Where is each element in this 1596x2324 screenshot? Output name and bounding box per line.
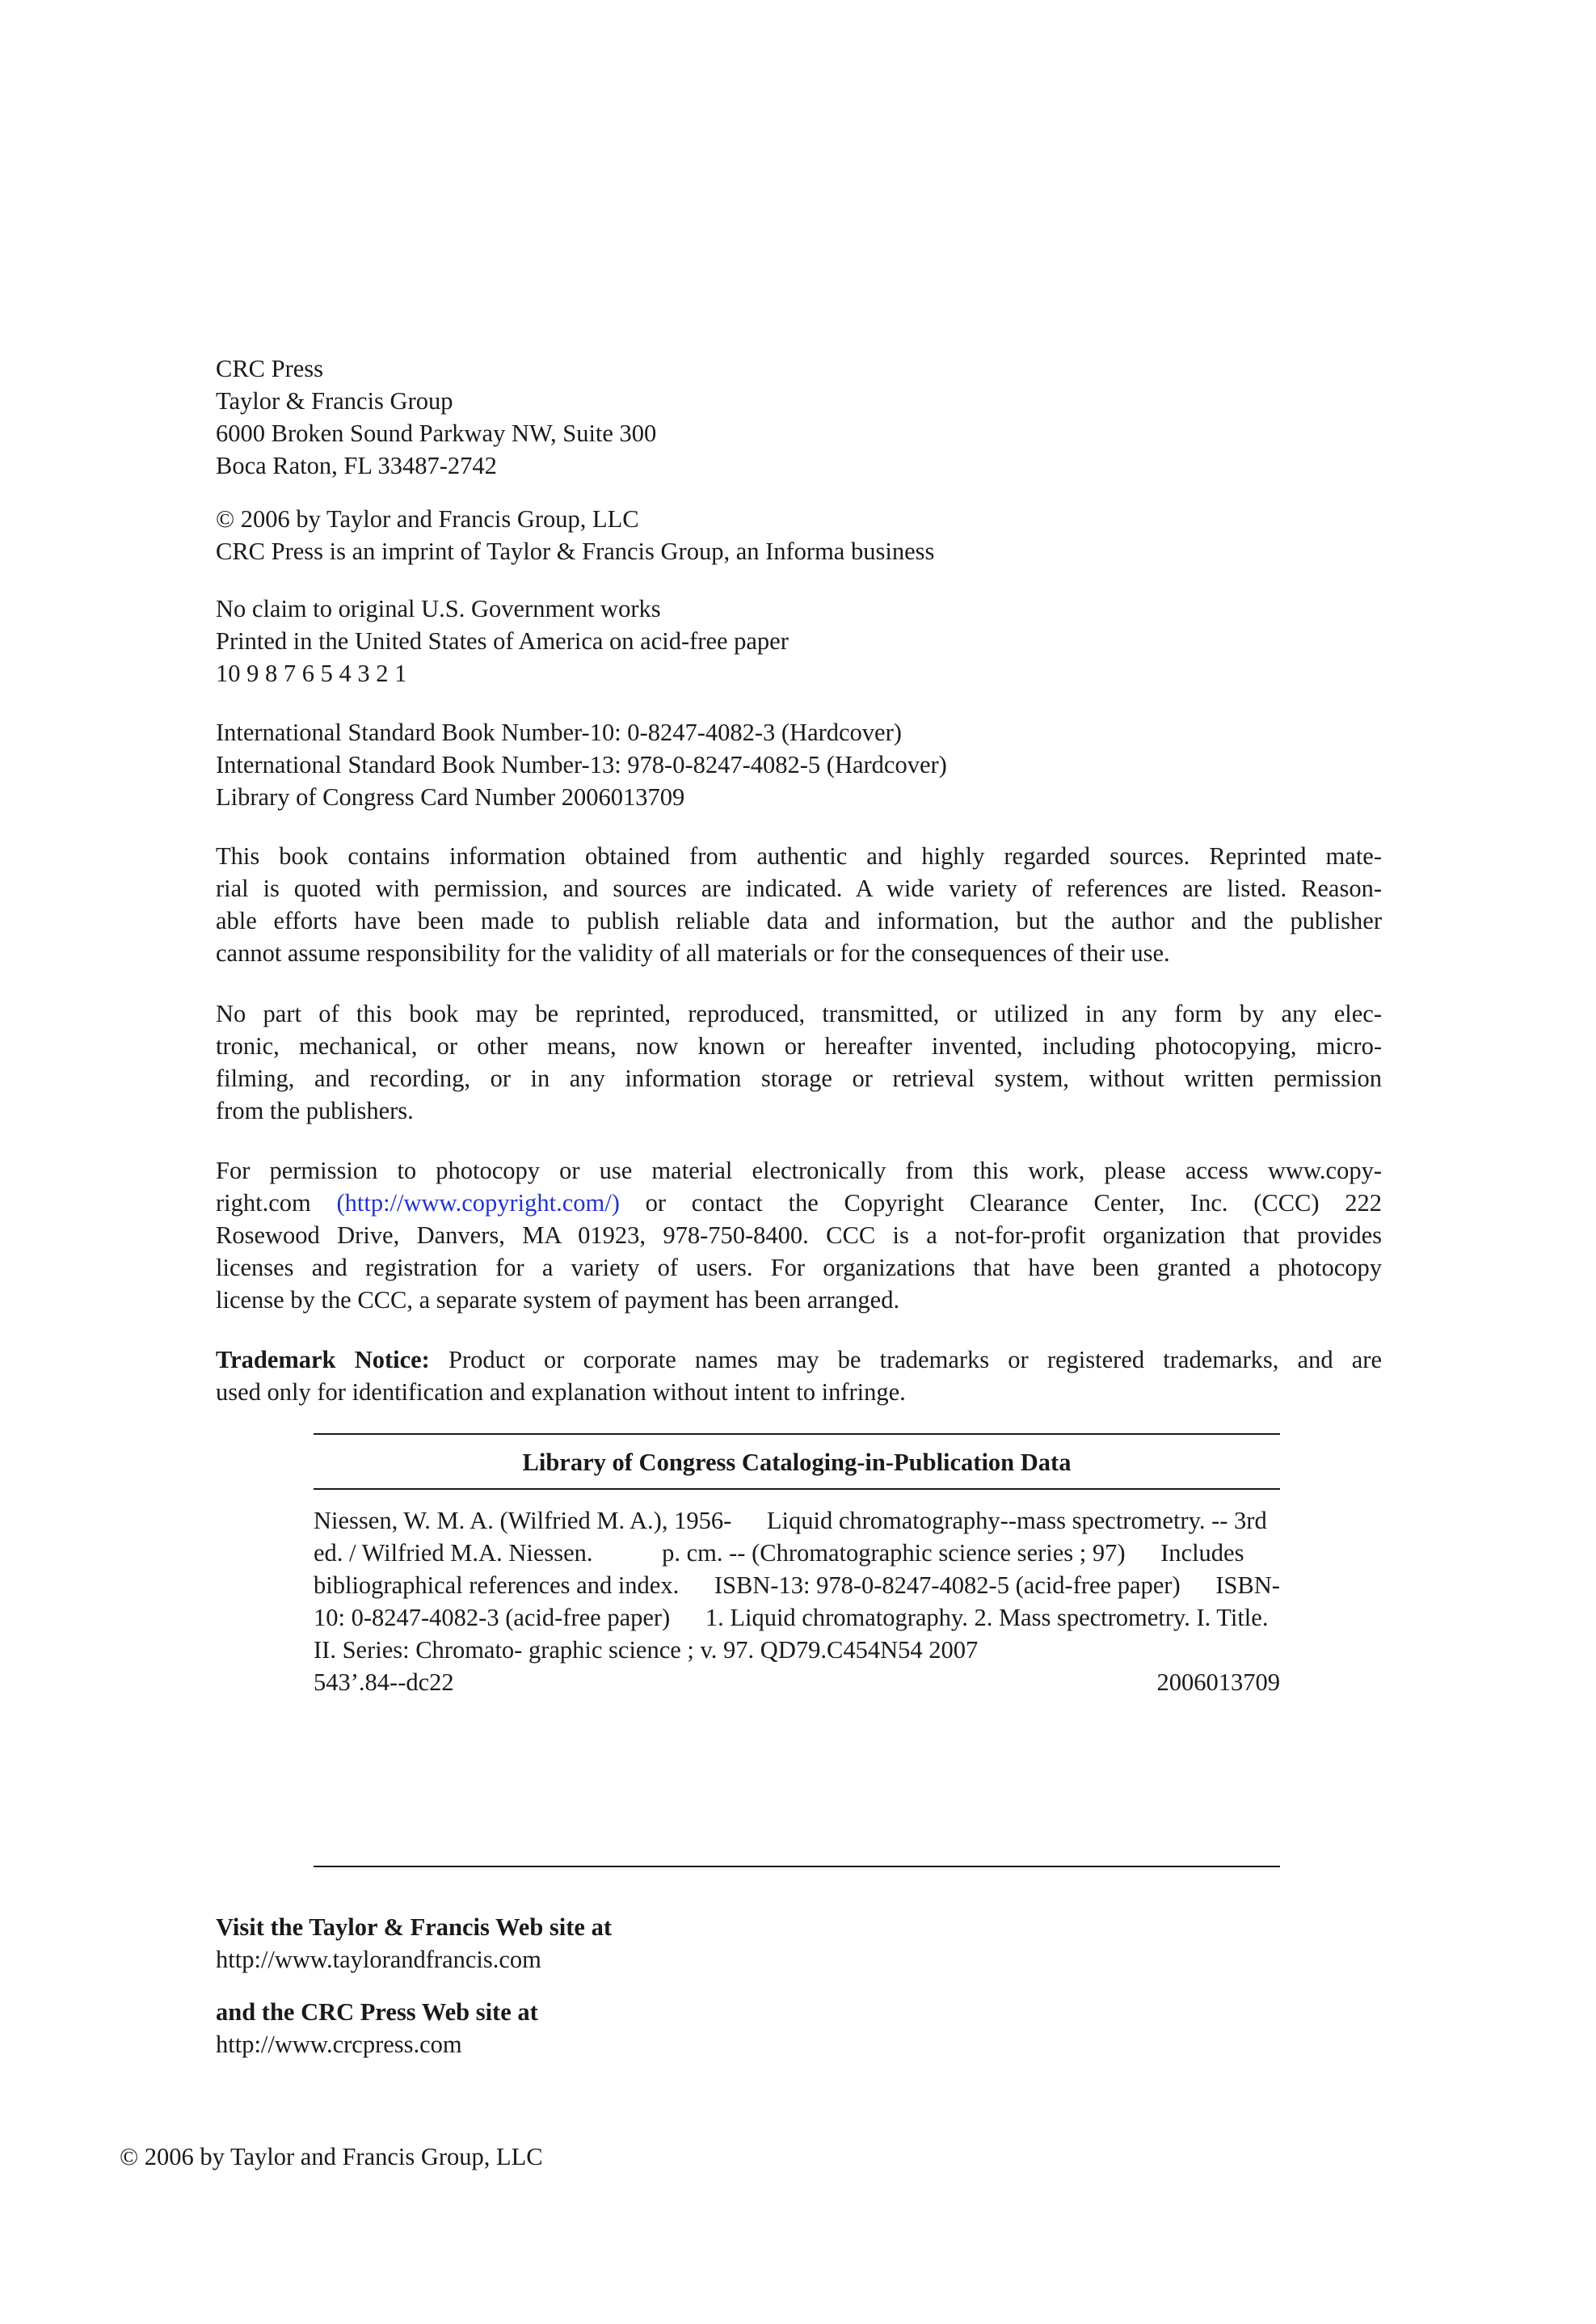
paragraph-text: Product or corporate names may be trademarks or registered trademarks, and are [429,1346,1382,1373]
cip-call-number: QD79.C454N54 2007 [760,1636,979,1664]
cip-title-rule [314,1488,1280,1490]
copyright-link[interactable]: (http://www.copyright.com/) [336,1189,620,1217]
cip-subjects: 1. Liquid chromatography. 2. Mass spectrometry. I. Title. II. Series: Chromato- [314,1604,1269,1664]
cip-lccn: 2006013709 [1156,1668,1280,1696]
paragraph-text: right.com [216,1189,337,1217]
cip-series: p. cm. -- (Chromatographic science series ; 97) [662,1539,1126,1567]
cip-author: Niessen, W. M. A. (Wilfried M. A.), 1956- [314,1507,732,1534]
publisher-address [216,352,1382,482]
cip-record [314,1504,1280,1698]
paragraph-text: or contact the Copyright Clearance Center, Inc. (CCC) 222 [619,1189,1383,1217]
isbn-info [216,716,1382,813]
cip-isbn10: ISBN-10: 0-8247-4082-3 (acid-free paper) [314,1571,1280,1631]
printing-line: Printed in the United States of America on acid-free paper [216,627,789,655]
tf-web-link[interactable]: http://www.taylorandfrancis.com [216,1946,541,1973]
paragraph-line: license by the CCC, a separate system of payment has been arranged. [216,1286,900,1314]
publisher-line: Boca Raton, FL 33487-2742 [216,452,497,479]
isbn-line: Library of Congress Card Number 2006013709 [216,783,685,811]
publisher-line: CRC Press [216,355,324,382]
printing-line: No claim to original U.S. Government works [216,595,661,622]
permission-paragraph [216,1154,1382,1316]
isbn-line: International Standard Book Number-10: 0-8247-4082-3 (Hardcover) [216,719,902,746]
paragraph-line: from the publishers. [216,1097,414,1124]
reproduction-paragraph [216,998,1382,1127]
paragraph-line: tronic, mechanical, or other means, now known or hereafter invented, including photocopying, micro- [216,1032,1382,1060]
paragraph-line: For permission to photocopy or use material electronically from this work, please access www.copy- [216,1157,1382,1184]
cip-dewey: 543’.84--dc22 [314,1668,454,1696]
printing-info [216,593,1382,690]
cip-dewey-row [314,1666,1280,1698]
isbn-line: International Standard Book Number-13: 978-0-8247-4082-5 (Hardcover) [216,751,947,778]
copyright-line: CRC Press is an imprint of Taylor & Francis Group, an Informa business [216,538,935,565]
paragraph-line: rial is quoted with permission, and sources are indicated. A wide variety of references are listed. Reason- [216,875,1382,902]
trademark-paragraph [216,1343,1382,1408]
crc-web-link[interactable]: http://www.crcpress.com [216,2031,462,2058]
copyright-notice [216,503,1382,567]
publisher-line: 6000 Broken Sound Parkway NW, Suite 300 [216,420,657,447]
paragraph-line: filming, and recording, or in any information storage or retrieval system, without written permission [216,1065,1382,1092]
trademark-label: Trademark Notice: [216,1346,430,1373]
cip-isbn13: ISBN-13: 978-0-8247-4082-5 (acid-free paper) [714,1571,1181,1599]
paragraph-line [216,1187,1382,1219]
tf-web-label: Visit the Taylor & Francis Web site at [216,1913,612,1941]
cip-biblio: Includes bibliographical references and index. [314,1539,1244,1599]
paragraph-line: cannot assume responsibility for the validity of all materials or for the consequences of their use. [216,939,1170,967]
paragraph-line: able efforts have been made to publish reliable data and information, but the author and the publisher [216,907,1382,934]
copyright-line: © 2006 by Taylor and Francis Group, LLC [216,505,639,533]
cip-top-rule [314,1433,1280,1435]
paragraph-line: used only for identification and explanation without intent to infringe. [216,1378,906,1406]
paragraph-line: licenses and registration for a variety of users. For organizations that have been granted a photocopy [216,1254,1382,1281]
cip-subjects: graphic science ; v. 97. [528,1636,755,1664]
cip-bottom-rule [314,1866,1280,1867]
cip-title-line: Liquid chromatography--mass spectrometry. -- 3rd ed. / Wilfried M.A. Niessen. [314,1507,1267,1567]
cip-title: Library of Congress Cataloging-in-Publication Data [522,1449,1072,1476]
paragraph-line: This book contains information obtained from authentic and highly regarded sources. Reprinted mate- [216,842,1382,870]
page-footer: © 2006 by Taylor and Francis Group, LLC [120,2143,543,2170]
paragraph-line [216,1343,1382,1376]
crc-web-label: and the CRC Press Web site at [216,1998,538,2026]
publisher-line: Taylor & Francis Group [216,387,453,415]
paragraph-line: Rosewood Drive, Danvers, MA 01923, 978-750-8400. CCC is a not-for-profit organization that provides [216,1221,1382,1249]
info-paragraph [216,840,1382,969]
printing-line: 10 9 8 7 6 5 4 3 2 1 [216,660,407,687]
paragraph-line: No part of this book may be reprinted, reproduced, transmitted, or utilized in any form by any elec- [216,1000,1382,1027]
